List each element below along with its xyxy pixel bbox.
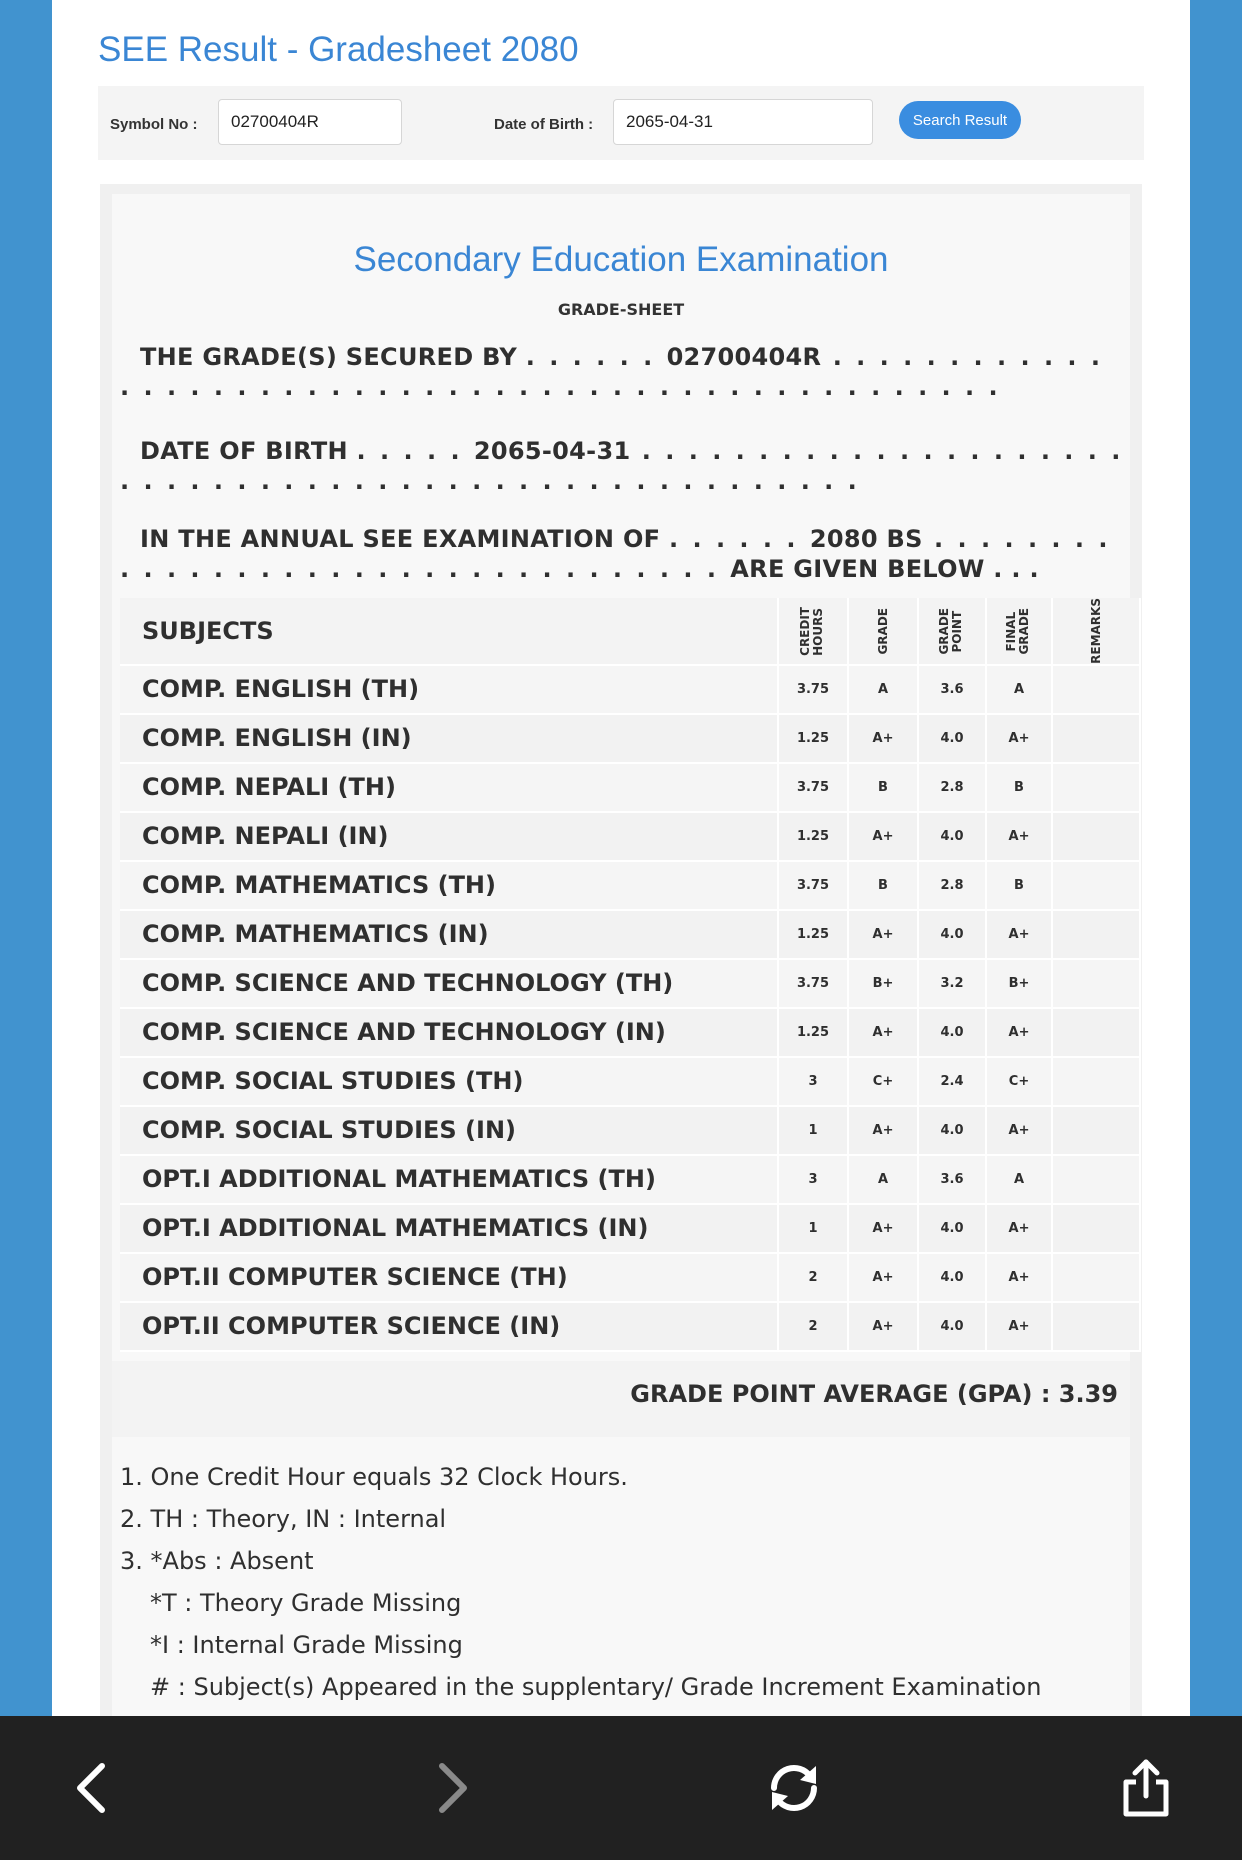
subject-cell: COMP. SCIENCE AND TECHNOLOGY (TH) bbox=[120, 959, 778, 1008]
remarks-cell bbox=[1052, 910, 1140, 959]
gradesheet-container bbox=[100, 184, 1142, 1716]
header-final-grade: FINAL GRADE bbox=[986, 598, 1052, 665]
note-item: *I : Internal Grade Missing bbox=[150, 1631, 463, 1659]
remarks-cell bbox=[1052, 1204, 1140, 1253]
table-row bbox=[120, 1008, 1140, 1057]
reload-icon[interactable] bbox=[764, 1758, 824, 1818]
final-grade-cell: A+ bbox=[986, 1204, 1052, 1253]
subject-cell: COMP. NEPALI (TH) bbox=[120, 763, 778, 812]
grade-point-cell: 2.4 bbox=[918, 1057, 986, 1106]
subject-cell: COMP. NEPALI (IN) bbox=[120, 812, 778, 861]
final-grade-cell: A+ bbox=[986, 1008, 1052, 1057]
grade-cell: B bbox=[848, 861, 918, 910]
subject-cell: OPT.II COMPUTER SCIENCE (IN) bbox=[120, 1302, 778, 1351]
remarks-cell bbox=[1052, 812, 1140, 861]
subject-cell: OPT.I ADDITIONAL MATHEMATICS (IN) bbox=[120, 1204, 778, 1253]
exam-label: IN THE ANNUAL SEE EXAMINATION OF bbox=[140, 525, 661, 553]
search-form bbox=[98, 86, 1144, 160]
credit-hours-cell: 1 bbox=[778, 1204, 848, 1253]
table-row bbox=[120, 1204, 1140, 1253]
exam-year: 2080 BS bbox=[809, 525, 923, 553]
search-result-button[interactable]: Search Result bbox=[899, 101, 1021, 139]
credit-hours-cell: 3.75 bbox=[778, 959, 848, 1008]
subject-cell: COMP. MATHEMATICS (IN) bbox=[120, 910, 778, 959]
table-row bbox=[120, 763, 1140, 812]
remarks-cell bbox=[1052, 1008, 1140, 1057]
grades-body bbox=[120, 665, 1140, 1351]
subject-cell: OPT.II COMPUTER SCIENCE (TH) bbox=[120, 1253, 778, 1302]
dob-label: Date of Birth : bbox=[494, 116, 594, 133]
table-row bbox=[120, 1253, 1140, 1302]
secured-by-label: THE GRADE(S) SECURED BY bbox=[140, 343, 518, 371]
browser-toolbar bbox=[0, 1716, 1242, 1860]
header-credit-hours: CREDIT HOURS bbox=[778, 598, 848, 665]
remarks-cell bbox=[1052, 1302, 1140, 1351]
final-grade-cell: B bbox=[986, 861, 1052, 910]
note-item: 2. TH : Theory, IN : Internal bbox=[120, 1505, 447, 1533]
credit-hours-cell: 3.75 bbox=[778, 665, 848, 714]
table-row bbox=[120, 861, 1140, 910]
final-grade-cell: B bbox=[986, 763, 1052, 812]
grade-cell: A bbox=[848, 1155, 918, 1204]
credit-hours-cell: 1.25 bbox=[778, 714, 848, 763]
grade-cell: B bbox=[848, 763, 918, 812]
exam-title: Secondary Education Examination bbox=[353, 240, 889, 279]
notes-list bbox=[120, 1456, 1120, 1708]
grade-point-cell: 3.6 bbox=[918, 665, 986, 714]
subject-cell: COMP. SOCIAL STUDIES (IN) bbox=[120, 1106, 778, 1155]
symbol-label: Symbol No : bbox=[110, 116, 198, 133]
grade-cell: A+ bbox=[848, 714, 918, 763]
dob-line: DATE OF BIRTH . . . . . 2065-04-31 . . . . . . . . . . . . . . . . . . . . . . . . . . . . . . . . . . . . . . . . . . . . . . . . . . . . . bbox=[120, 437, 1124, 495]
grade-point-cell: 3.2 bbox=[918, 959, 986, 1008]
remarks-cell bbox=[1052, 1253, 1140, 1302]
credit-hours-cell: 2 bbox=[778, 1253, 848, 1302]
grade-cell: A+ bbox=[848, 1302, 918, 1351]
final-grade-cell: A+ bbox=[986, 1302, 1052, 1351]
gradesheet bbox=[112, 194, 1130, 1716]
grade-point-cell: 4.0 bbox=[918, 1302, 986, 1351]
grade-point-cell: 4.0 bbox=[918, 910, 986, 959]
table-row bbox=[120, 1155, 1140, 1204]
table-row bbox=[120, 1302, 1140, 1351]
remarks-cell bbox=[1052, 1057, 1140, 1106]
table-row bbox=[120, 959, 1140, 1008]
credit-hours-cell: 3.75 bbox=[778, 861, 848, 910]
final-grade-cell: A bbox=[986, 1155, 1052, 1204]
header-grade: GRADE bbox=[848, 598, 918, 665]
table-row bbox=[120, 812, 1140, 861]
grade-point-cell: 4.0 bbox=[918, 1204, 986, 1253]
credit-hours-cell: 1.25 bbox=[778, 1008, 848, 1057]
exam-line: IN THE ANNUAL SEE EXAMINATION OF . . . . . . 2080 BS . . . . . . . . . . . . . . . . . . . . . . . . . . . . . . . . . . ARE GIVEN BELOW . . . bbox=[120, 525, 1111, 583]
grade-cell: A+ bbox=[848, 1106, 918, 1155]
share-icon[interactable] bbox=[1116, 1758, 1176, 1818]
table-row bbox=[120, 910, 1140, 959]
credit-hours-cell: 3 bbox=[778, 1057, 848, 1106]
remarks-cell bbox=[1052, 861, 1140, 910]
grades-table bbox=[120, 598, 1141, 1352]
grade-point-cell: 4.0 bbox=[918, 1106, 986, 1155]
final-grade-cell: A bbox=[986, 665, 1052, 714]
credit-hours-cell: 1.25 bbox=[778, 910, 848, 959]
remarks-cell bbox=[1052, 714, 1140, 763]
dob-value: 2065-04-31 bbox=[473, 437, 631, 465]
final-grade-cell: A+ bbox=[986, 910, 1052, 959]
table-row bbox=[120, 1057, 1140, 1106]
grade-cell: A bbox=[848, 665, 918, 714]
remarks-cell bbox=[1052, 665, 1140, 714]
remarks-cell bbox=[1052, 959, 1140, 1008]
subject-cell: COMP. ENGLISH (IN) bbox=[120, 714, 778, 763]
table-row bbox=[120, 665, 1140, 714]
symbol-input[interactable]: 02700404R bbox=[218, 99, 402, 145]
table-row bbox=[120, 1106, 1140, 1155]
table-header-row bbox=[120, 598, 1140, 665]
dob-input[interactable]: 2065-04-31 bbox=[613, 99, 873, 145]
subject-cell: COMP. ENGLISH (TH) bbox=[120, 665, 778, 714]
final-grade-cell: A+ bbox=[986, 812, 1052, 861]
page-title: SEE Result - Gradesheet 2080 bbox=[98, 30, 579, 69]
credit-hours-cell: 3.75 bbox=[778, 763, 848, 812]
grade-point-cell: 2.8 bbox=[918, 861, 986, 910]
remarks-cell bbox=[1052, 763, 1140, 812]
grade-point-cell: 4.0 bbox=[918, 714, 986, 763]
note-item: *T : Theory Grade Missing bbox=[150, 1589, 462, 1617]
chevron-right-icon[interactable] bbox=[420, 1758, 480, 1818]
header-grade-point: GRADE POINT bbox=[918, 598, 986, 665]
final-grade-cell: B+ bbox=[986, 959, 1052, 1008]
header-subjects: SUBJECTS bbox=[120, 598, 778, 665]
grade-cell: A+ bbox=[848, 910, 918, 959]
web-page bbox=[52, 0, 1190, 1716]
credit-hours-cell: 1.25 bbox=[778, 812, 848, 861]
grade-point-cell: 2.8 bbox=[918, 763, 986, 812]
grade-cell: B+ bbox=[848, 959, 918, 1008]
note-item: # : Subject(s) Appeared in the supplentary/ Grade Increment Examination bbox=[150, 1673, 1042, 1701]
final-grade-cell: A+ bbox=[986, 1253, 1052, 1302]
table-row bbox=[120, 714, 1140, 763]
grade-cell: A+ bbox=[848, 1008, 918, 1057]
credit-hours-cell: 2 bbox=[778, 1302, 848, 1351]
symbol-no-value: 02700404R bbox=[666, 343, 822, 371]
credit-hours-cell: 3 bbox=[778, 1155, 848, 1204]
grade-point-cell: 4.0 bbox=[918, 812, 986, 861]
credit-hours-cell: 1 bbox=[778, 1106, 848, 1155]
secured-by-line: THE GRADE(S) SECURED BY . . . . . . 02700404R . . . . . . . . . . . . . . . . . . . . . . . . . . . . . . . . . . . . . . . . . . . . . . . . . . bbox=[120, 343, 1104, 401]
remarks-cell bbox=[1052, 1155, 1140, 1204]
final-grade-cell: A+ bbox=[986, 1106, 1052, 1155]
gpa-value: GRADE POINT AVERAGE (GPA) : 3.39 bbox=[630, 1380, 1118, 1408]
remarks-cell bbox=[1052, 1106, 1140, 1155]
grade-cell: C+ bbox=[848, 1057, 918, 1106]
dob-statement-label: DATE OF BIRTH bbox=[140, 437, 348, 465]
subject-cell: COMP. SOCIAL STUDIES (TH) bbox=[120, 1057, 778, 1106]
grade-sheet-label: GRADE-SHEET bbox=[557, 300, 685, 319]
grade-cell: A+ bbox=[848, 1204, 918, 1253]
subject-cell: COMP. MATHEMATICS (TH) bbox=[120, 861, 778, 910]
subject-cell: OPT.I ADDITIONAL MATHEMATICS (TH) bbox=[120, 1155, 778, 1204]
grade-cell: A+ bbox=[848, 812, 918, 861]
header-remarks: REMARKS bbox=[1052, 598, 1140, 665]
note-item: 3. *Abs : Absent bbox=[120, 1547, 314, 1575]
chevron-left-icon[interactable] bbox=[64, 1758, 124, 1818]
grade-cell: A+ bbox=[848, 1253, 918, 1302]
final-grade-cell: C+ bbox=[986, 1057, 1052, 1106]
subject-cell: COMP. SCIENCE AND TECHNOLOGY (IN) bbox=[120, 1008, 778, 1057]
note-item: 1. One Credit Hour equals 32 Clock Hours. bbox=[120, 1463, 628, 1491]
given-below: ARE GIVEN BELOW . . . bbox=[730, 555, 1039, 583]
final-grade-cell: A+ bbox=[986, 714, 1052, 763]
grade-point-cell: 4.0 bbox=[918, 1253, 986, 1302]
grade-point-cell: 4.0 bbox=[918, 1008, 986, 1057]
grade-point-cell: 3.6 bbox=[918, 1155, 986, 1204]
